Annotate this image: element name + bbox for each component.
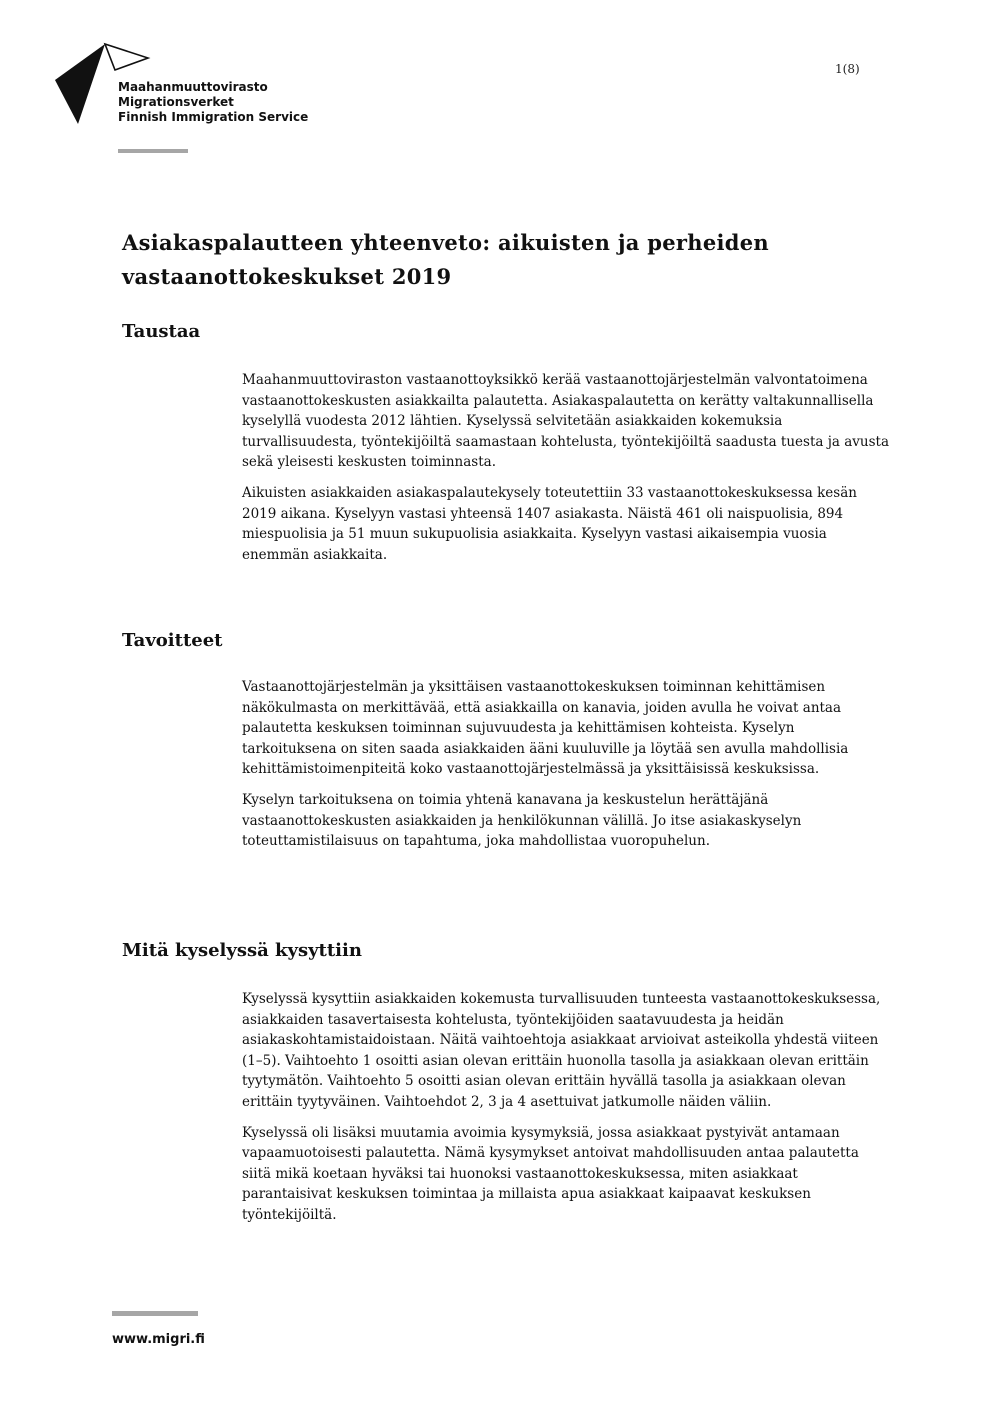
paragraph: Maahanmuuttoviraston vastaanottoyksikkö kerää vastaanottojärjestelmän valvontatoimena vastaanottokeskusten asiakkailta palautetta. Asiakaspalautetta on kerätty valtakunnallisella kyselyllä vuodesta 2012 lähtien. Kyselyssä selvitetään asiakkaiden kokemuksia turvallisuudesta, työntekijöiltä saamastaan kohtelusta, työntekijöiltä saadusta tuesta ja avusta sekä yleisesti keskusten toiminnasta. xyxy=(242,372,890,471)
section-heading-taustaa: Taustaa xyxy=(122,321,201,342)
agency-name xyxy=(118,80,308,125)
section-heading-mita-kyselyssa-kysyttiin: Mitä kyselyssä kysyttiin xyxy=(122,940,362,961)
paragraph: Aikuisten asiakkaiden asiakaspalautekysely toteutettiin 33 vastaanottokeskuksessa kesän 2019 aikana. Kyselyyn vastasi yhteensä 1407 asiakasta. Näistä 461 oli naispuolisia, 894 miespuolisia ja 51 muun sukupuolisia asiakkaita. Kyselyyn vastasi aikaisempia vuosia enemmän asiakkaita. xyxy=(242,484,857,563)
agency-logo xyxy=(55,42,315,132)
agency-name-fi: Maahanmuuttovirasto xyxy=(118,80,268,94)
paragraph: Kyselyn tarkoituksena on toimia yhtenä kanavana ja keskustelun herättäjänä vastaanottokeskusten asiakkaiden ja henkilökunnan välillä. Jo itse asiakaskyselyn toteuttamistilaisuus on tapahtuma, joka mahdollistaa vuoropuhelun. xyxy=(242,791,802,850)
section-body-taustaa xyxy=(242,370,892,575)
section-body-mita-kyselyssa-kysyttiin xyxy=(242,989,892,1236)
paragraph: Kyselyssä oli lisäksi muutamia avoimia kysymyksiä, jossa asiakkaat pystyivät antamaan vapaamuotoisesti palautetta. Nämä kysymykset antoivat mahdollisuuden antaa palautetta siitä mikä koetaan hyväksi tai huonoksi vastaanottokeskuksessa, miten asiakkaat parantaisivat keskuksen toimintaa ja millaista apua asiakkaat kaipaavat keskuksen työntekijöiltä. xyxy=(242,1124,859,1223)
header-divider xyxy=(118,149,188,153)
paragraph: Vastaanottojärjestelmän ja yksittäisen vastaanottokeskuksen toiminnan kehittämisen näkökulmasta on merkittävää, että asiakkailla on kanavia, joiden avulla he voivat antaa palautetta keskuksen toiminnan sujuvuudesta ja kehittämisen kohteista. Kyselyn tarkoituksena on siten saada asiakkaiden ääni kuuluville ja löytää sen avulla mahdollisia kehittämistoimenpiteitä koko vastaanottojärjestelmässä ja yksittäisissä keskuksissa. xyxy=(242,679,849,778)
paragraph: Kyselyssä kysyttiin asiakkaiden kokemusta turvallisuuden tunteesta vastaanottokeskuksessa, asiakkaiden tasavertaisesta kohtelusta, työntekijöiden saatavuudesta ja heidän asiakaskohtamistaidoistaan. Näitä vaihtoehtoja asiakkaat arvioivat asteikolla yhdestä viiteen (1–5). Vaihtoehto 1 osoitti asian olevan erittäin huonolla tasolla ja asiakkaan olevan erittäin tyytymätön. Vaihtoehto 5 osoitti asian olevan erittäin hyvällä tasolla ja asiakkaan olevan erittäin tyytyväinen. Vaihtoehdot 2, 3 ja 4 asettuivat jatkumolle näiden väliin. xyxy=(242,991,881,1110)
agency-name-sv: Migrationsverket xyxy=(118,95,234,109)
agency-name-en: Finnish Immigration Service xyxy=(118,110,309,124)
website-link[interactable]: www.migri.fi xyxy=(112,1332,205,1347)
footer-divider xyxy=(112,1311,198,1316)
section-body-tavoitteet xyxy=(242,677,892,862)
page-number: 1(8) xyxy=(835,62,860,76)
document-title: Asiakaspalautteen yhteenveto: aikuisten ja perheiden vastaanottokeskukset 2019 xyxy=(122,230,770,289)
section-heading-tavoitteet: Tavoitteet xyxy=(122,630,223,651)
